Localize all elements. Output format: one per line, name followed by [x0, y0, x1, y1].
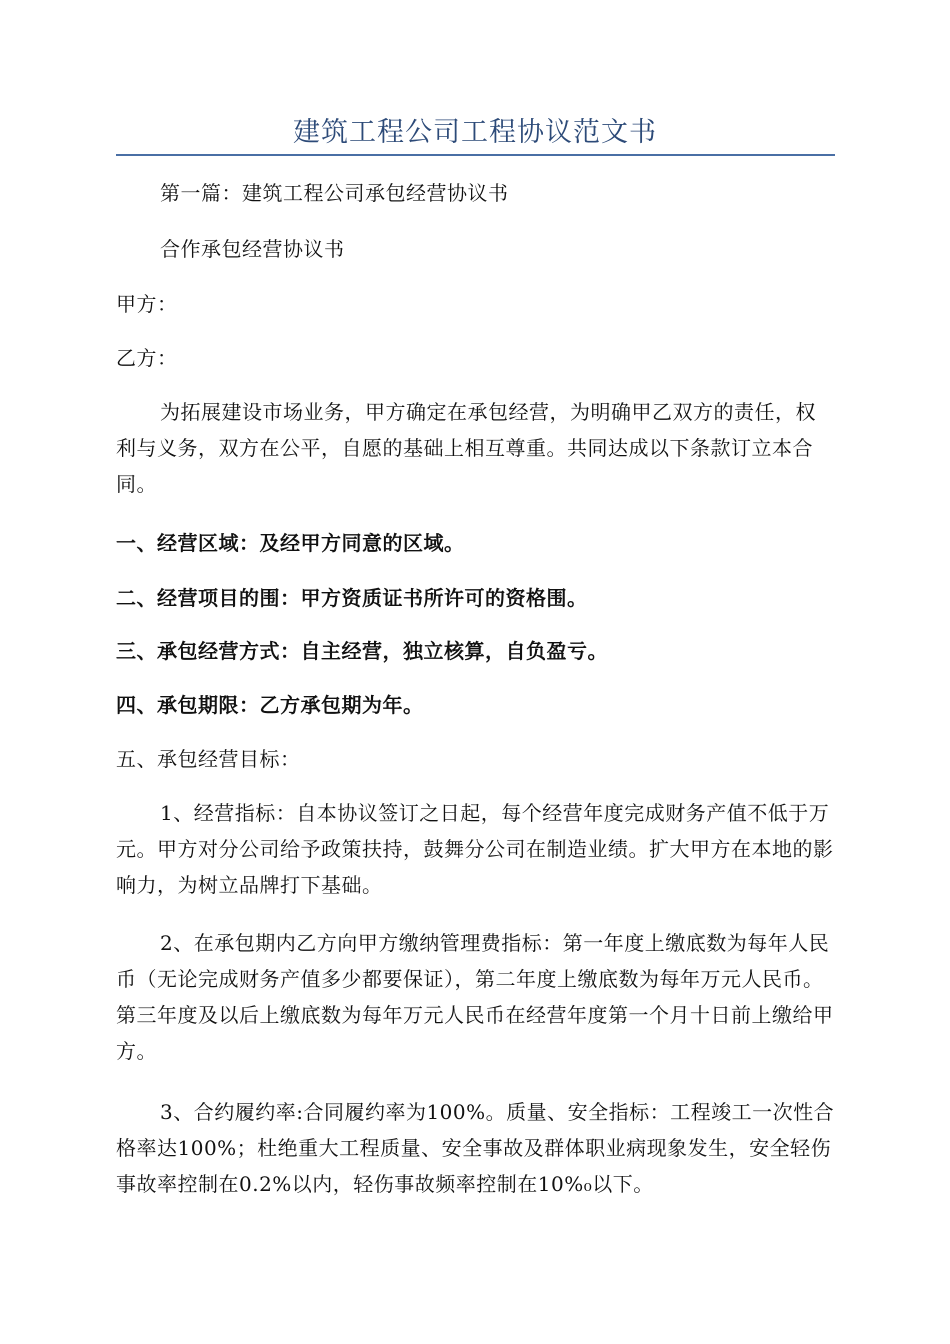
target-item-3: 3、合约履约率:合同履约率为100%。质量、安全指标：工程竣工一次性合格率达100%；杜绝重大工程质量、安全事故及群体职业病现象发生，安全轻伤事故率控制在0.2%以内，轻伤事故频率控制在10%₀以下。 — [116, 1100, 835, 1196]
target-item-1: 1、经营指标：自本协议签订之日起，每个经营年度完成财务产值不低于万元。甲方对分公司给予政策扶持，鼓舞分公司在制造业绩。扩大甲方在本地的影响力，为树立品牌打下基础。 — [116, 801, 834, 897]
clause-3: 三、承包经营方式：自主经营，独立核算，自负盈亏。 — [116, 639, 608, 663]
clause-2: 二、经营项目的围：甲方资质证书所许可的资格围。 — [116, 586, 588, 610]
clause-4: 四、承包期限：乙方承包期为年。 — [116, 693, 424, 717]
target-item-2: 2、在承包期内乙方向甲方缴纳管理费指标：第一年度上缴底数为每年人民币（无论完成财务产值多少都要保证），第二年度上缴底数为每年万元人民币。第三年度及以后上缴底数为每年万元人民币在经营年度第一个月十日前上缴给甲方。 — [116, 931, 834, 1063]
agreement-heading: 合作承包经营协议书 — [160, 237, 345, 261]
clause-1: 一、经营区域：及经甲方同意的区域。 — [116, 531, 465, 555]
document-title: 建筑工程公司工程协议范文书 — [293, 117, 657, 148]
party-b-label: 乙方： — [116, 346, 178, 370]
clause-5: 五、承包经营目标： — [116, 747, 301, 771]
title-underline — [116, 154, 835, 156]
party-a-label: 甲方： — [116, 292, 178, 316]
intro-paragraph: 为拓展建设市场业务，甲方确定在承包经营，为明确甲乙双方的责任，权利与义务，双方在公平，自愿的基础上相互尊重。共同达成以下条款订立本合同。 — [116, 400, 816, 496]
chapter-heading: 第一篇：建筑工程公司承包经营协议书 — [160, 181, 509, 205]
